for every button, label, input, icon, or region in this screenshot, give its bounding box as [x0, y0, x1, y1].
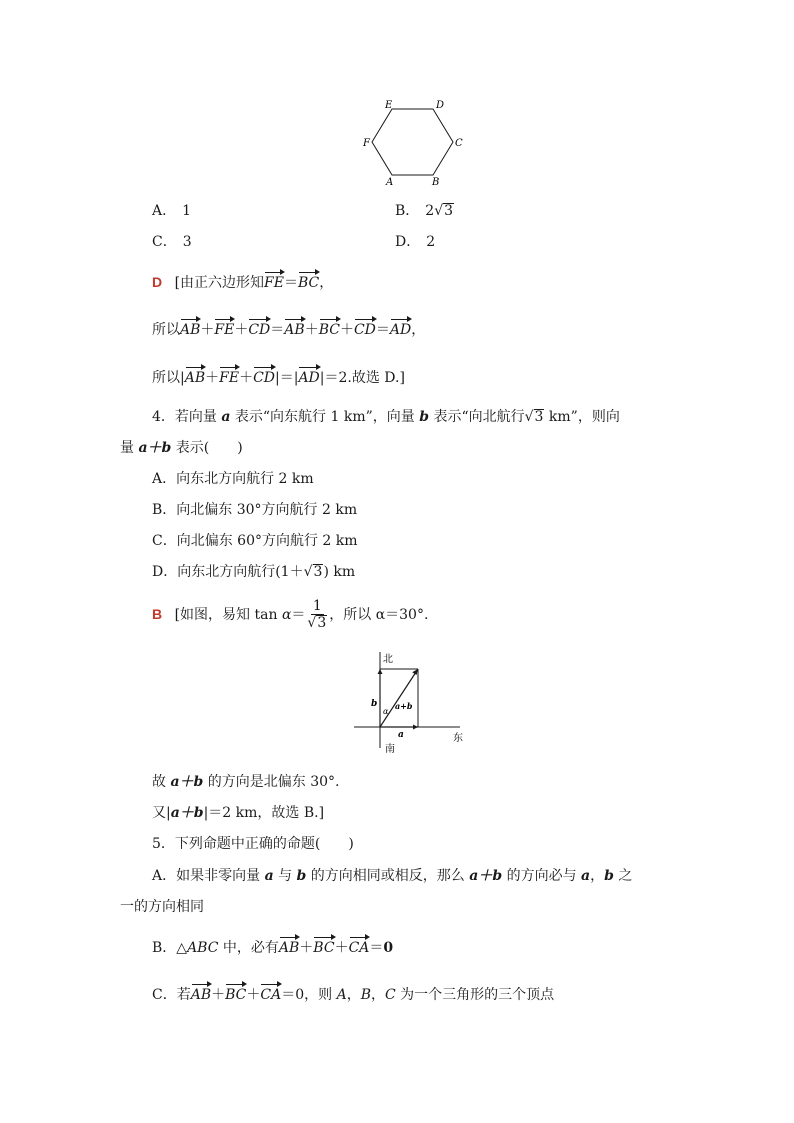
vector-a-plus-b	[380, 669, 418, 727]
q5-option-b: B．△ABC 中，必有AB＋BC＋CA＝0	[152, 940, 394, 956]
label-a: a	[398, 730, 404, 740]
q5-stem: 5．下列命题中正确的命题( )	[152, 836, 354, 852]
q3-solution-line-1: D [由正六边形知FE＝BC，	[152, 274, 334, 291]
q4-option-a: A．向东北方向航行 2 km	[152, 471, 314, 487]
q3-option-d: D． 2	[395, 234, 436, 250]
q4-solution-line-2: 故 a＋b 的方向是北偏东 30°.	[152, 774, 340, 790]
hex-label-B: B	[432, 177, 440, 188]
q3-solution-line-2: 所以AB＋FE＋CD＝AB＋BC＋CD＝AD，	[152, 322, 426, 338]
hex-label-A: A	[386, 177, 394, 188]
q3-option-a: A． 1	[152, 203, 192, 219]
q4-answer: B	[152, 606, 163, 622]
q3-option-c: C． 3	[152, 234, 192, 250]
vector-b-arrowhead	[378, 669, 383, 674]
hexagon-shape	[372, 109, 453, 175]
hex-label-D: D	[436, 100, 445, 111]
label-b: b	[371, 699, 378, 709]
vector-a-arrowhead	[413, 725, 418, 730]
q3-answer: D	[152, 274, 163, 290]
q5-option-c: C．若AB＋BC＋CA＝0，则 A，B，C 为一个三角形的三个顶点	[152, 987, 555, 1003]
q4-solution-line-3: 又|a＋b|＝2 km，故选 B.]	[152, 805, 325, 821]
hex-label-F: F	[363, 138, 370, 149]
q4-stem-line-2: 量 a＋b 表示( )	[120, 440, 243, 456]
q4-stem-line-1: 4．若向量 a 表示“向东航行 1 km”，向量 b 表示“向北航行√3 km”，则向	[152, 409, 620, 425]
tan-fraction: $\frac{1}{√3}$	[307, 598, 327, 631]
label-south: 南	[385, 744, 395, 755]
hex-label-C: C	[455, 138, 463, 149]
q3-option-b: B． 2√3	[395, 203, 454, 219]
q3-solution-line-3: 所以|AB＋FE＋CD|＝|AD|＝2.故选 D.]	[152, 370, 405, 386]
q5-option-a-line-1: A．如果非零向量 a 与 b 的方向相同或相反，那么 a＋b 的方向必与 a，b 之	[152, 868, 633, 884]
q4-option-c: C．向北偏东 60°方向航行 2 km	[152, 533, 358, 549]
q4-option-b: B．向北偏东 30°方向航行 2 km	[152, 502, 358, 518]
hexagon-figure	[360, 96, 470, 191]
label-east: 东	[453, 733, 463, 744]
label-a-plus-b: a+b	[395, 701, 413, 711]
hex-label-E: E	[385, 100, 393, 111]
direction-diagram	[352, 648, 470, 760]
q5-option-a-line-2: 一的方向相同	[120, 899, 204, 915]
q4-option-d: D．向东北方向航行(1＋√3) km	[152, 564, 356, 580]
label-north: 北	[383, 654, 393, 665]
label-alpha: α	[383, 707, 389, 716]
q4-solution-line-1: B [如图，易知 tan α＝ $\frac{1}{√3}$ ，所以 α＝30°.	[152, 598, 429, 631]
